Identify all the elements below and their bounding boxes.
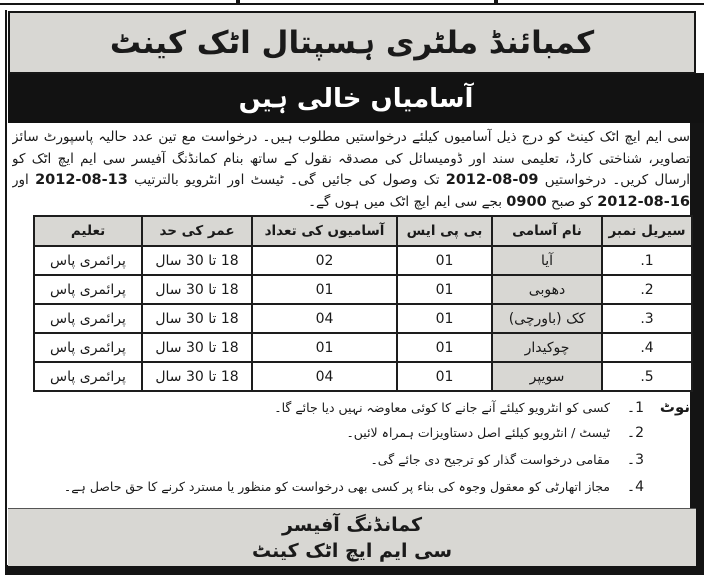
table-row [34, 304, 692, 333]
header-bps: بی پی ایس [397, 216, 492, 246]
cell-count: 04 [252, 304, 397, 333]
cell-bps: 01 [397, 333, 492, 362]
column-tick-mark [494, 0, 498, 5]
note-number: 1۔ [626, 400, 644, 416]
test-date: 13-08-2012 [35, 172, 128, 188]
cell-age: 18 تا 30 سال [142, 246, 252, 275]
intro-text: اور [12, 172, 29, 188]
note-text: مجاز اتھارٹی کو معقول وجوہ کی بناء پر کسی بھی درخواست کو منظور یا مسترد کرنے کا حق حاصل ہے۔ [63, 479, 610, 494]
header-education: تعلیم [34, 216, 142, 246]
cell-age: 18 تا 30 سال [142, 275, 252, 304]
cell-bps: 01 [397, 362, 492, 391]
vacancies-banner [8, 74, 704, 123]
table-row [34, 362, 692, 391]
cell-education: پرائمری پاس [34, 275, 142, 304]
cell-count: 01 [252, 275, 397, 304]
note-number: 2۔ [626, 425, 644, 441]
intro-text: تک وصول کی جائیں گی۔ ٹیسٹ اور انٹرویو بالترتیب [134, 172, 440, 188]
cell-bps: 01 [397, 304, 492, 333]
table-row [34, 275, 692, 304]
cell-serial: 5. [602, 362, 692, 391]
header-post-count: آسامیوں کی تعداد [252, 216, 397, 246]
column-tick-mark [236, 0, 240, 5]
signature-block [8, 508, 696, 566]
signature-unit: سی ایم ایچ اٹک کینٹ [251, 539, 453, 562]
note-item [10, 425, 690, 452]
cell-post: کک (باورچی) [492, 304, 602, 333]
table-row [34, 246, 692, 275]
cell-education: پرائمری پاس [34, 333, 142, 362]
cell-count: 01 [252, 333, 397, 362]
header-post-name: نام آسامی [492, 216, 602, 246]
cell-count: 04 [252, 362, 397, 391]
cell-post: چوکیدار [492, 333, 602, 362]
cell-post: دھوبی [492, 275, 602, 304]
cell-education: پرائمری پاس [34, 362, 142, 391]
bottom-column-rule [5, 565, 704, 575]
note-item [10, 479, 690, 506]
cell-serial: 3. [602, 304, 692, 333]
cell-serial: 1. [602, 246, 692, 275]
note-number: 4۔ [626, 479, 644, 495]
vacancies-banner-text: آسامیاں خالی ہیں [238, 83, 474, 114]
signature-title: کمانڈنگ آفیسر [281, 513, 423, 536]
notes-section [10, 398, 690, 506]
cell-bps: 01 [397, 246, 492, 275]
cell-age: 18 تا 30 سال [142, 362, 252, 391]
cell-post: سویپر [492, 362, 602, 391]
intro-text: بجے سی ایم ایچ اٹک میں ہوں گے۔ [308, 193, 502, 210]
cell-education: پرائمری پاس [34, 304, 142, 333]
table-row [34, 333, 692, 362]
hospital-name: کمبائنڈ ملٹری ہسپتال اٹک کینٹ [109, 24, 595, 61]
note-text: ٹیسٹ / انٹرویو کیلئے اصل دستاویزات ہمراہ لائیں۔ [346, 425, 610, 440]
jobs-table [33, 215, 693, 392]
header-age-limit: عمر کی حد [142, 216, 252, 246]
cell-education: پرائمری پاس [34, 246, 142, 275]
intro-paragraph [12, 127, 690, 213]
cell-serial: 4. [602, 333, 692, 362]
cell-serial: 2. [602, 275, 692, 304]
note-number: 3۔ [626, 452, 644, 468]
notes-label: نوٹ [659, 398, 690, 416]
header-serial-number: سیریل نمبر [602, 216, 692, 246]
report-time: 0900 [506, 193, 547, 210]
masthead-title [8, 11, 696, 74]
closing-date: 09-08-2012 [445, 172, 539, 188]
cell-post: آیا [492, 246, 602, 275]
interview-date: 16-08-2012 [597, 193, 690, 210]
cell-age: 18 تا 30 سال [142, 333, 252, 362]
intro-text: کو صبح [550, 193, 593, 210]
table-header-row [34, 216, 692, 246]
cell-count: 02 [252, 246, 397, 275]
note-item [10, 398, 690, 425]
top-column-rule [0, 3, 704, 5]
cell-age: 18 تا 30 سال [142, 304, 252, 333]
cell-bps: 01 [397, 275, 492, 304]
note-item [10, 452, 690, 479]
note-text: مقامی درخواست گذار کو ترجیح دی جائے گی۔ [370, 452, 610, 467]
intro-text: سی ایم ایچ اٹک کینٹ کو درج ذیل آسامیوں کیلئے درخواستیں مطلوب ہیں۔ درخواست مع تین عدد حالیہ پاسپورٹ سائز تصاویر، شناختی کارڈ، تعلیمی سند اور ڈومیسائل کی مصدقہ نقول کے ساتھ بنام کمانڈنگ آفیسر سی ایم ایچ اٹک کو ارسال کریں۔ درخواستیں [12, 129, 690, 188]
left-column-rule [5, 10, 7, 567]
note-text: کسی کو انٹرویو کیلئے آنے جانے کا کوئی معاوضہ نہیں دیا جائے گا۔ [274, 400, 610, 415]
